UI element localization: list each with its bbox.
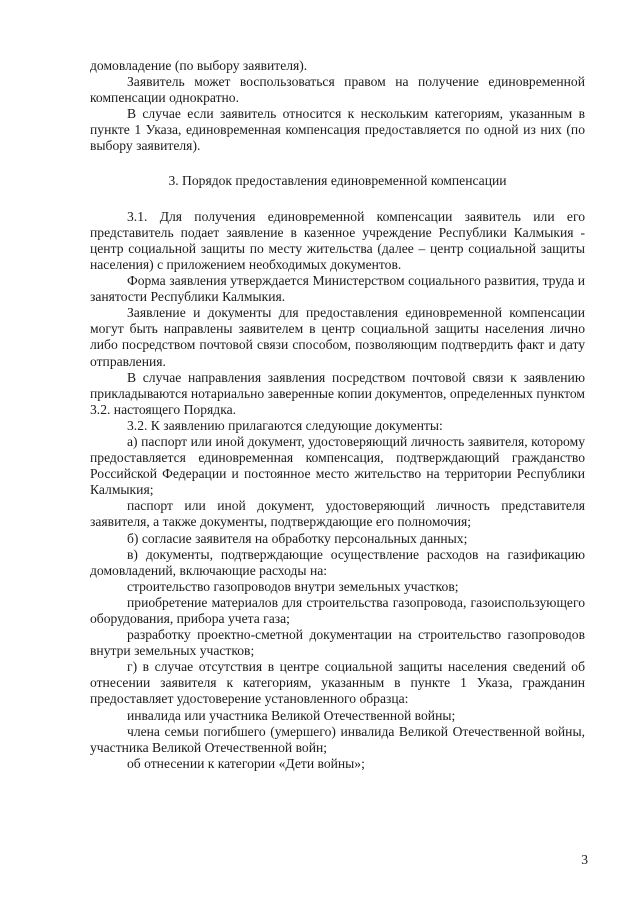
paragraph: паспорт или иной документ, удостоверяющий личность представителя заявителя, а также документы, подтверждающие его полномочия; (90, 498, 585, 530)
paragraph: строительство газопроводов внутри земельных участков; (127, 578, 459, 594)
paragraph: в) документы, подтверждающие осуществление расходов на газификацию домовладений, включающие расходы на: (90, 546, 585, 578)
paragraph: б) согласие заявителя на обработку персональных данных; (127, 530, 468, 546)
paragraph: об отнесении к категории «Дети войны»; (127, 755, 365, 771)
page-number: 3 (581, 852, 588, 867)
document-body (90, 58, 585, 772)
paragraph: инвалида или участника Великой Отечественной войны; (127, 707, 456, 723)
paragraph: приобретение материалов для строительства газопровода, газоиспользующего оборудования, прибора учета газа; (90, 594, 585, 626)
paragraph: члена семьи погибшего (умершего) инвалида Великой Отечественной войны, участника Великой Отечественной войн; (90, 723, 585, 755)
paragraph: 3.2. К заявлению прилагаются следующие документы: (127, 417, 443, 433)
section-heading: 3. Порядок предоставления единовременной компенсации (168, 172, 507, 188)
paragraph: а) паспорт или иной документ, удостоверяющий личность заявителя, которому предоставляется единовременная компенсация, подтверждающий гражданство Российской Федерации и постоянное место жительство на территории Республики Калмыкия; (90, 433, 585, 498)
paragraph: Заявление и документы для предоставления единовременной компенсации могут быть направлены заявителем в центр социальной защиты населения лично либо посредством почтовой связи способом, позволяющим подтвердить факт и дату отправления. (90, 305, 585, 369)
paragraph: разработку проектно-сметной документации на строительство газопроводов внутри земельных участков; (90, 627, 585, 659)
paragraph: г) в случае отсутствия в центре социальной защиты населения сведений об отнесении заявителя к категориям, указанным в пункте 1 Указа, гражданин предоставляет удостоверение установленного образца: (90, 659, 585, 707)
paragraph: В случае направления заявления посредством почтовой связи к заявлению прикладываются нотариально заверенные копии документов, определенных пунктом 3.2. настоящего Порядка. (90, 369, 585, 417)
paragraph: Заявитель может воспользоваться правом на получение единовременной компенсации однократно. (90, 74, 585, 106)
paragraph: 3.1. Для получения единовременной компенсации заявитель или его представитель подает заявление в казенное учреждение Республики Калмыкия - центр социальной защиты по месту жительства (далее – центр социальной защиты населения) с приложением необходимых документов. (90, 208, 585, 272)
paragraph: Форма заявления утверждается Министерством социального развития, труда и занятости Республики Калмыкия. (90, 273, 585, 305)
paragraph: В случае если заявитель относится к нескольким категориям, указанным в пункте 1 Указа, единовременная компенсация предоставляется по одной из них (по выбору заявителя). (90, 106, 585, 154)
paragraph: домовладение (по выбору заявителя). (90, 58, 308, 73)
